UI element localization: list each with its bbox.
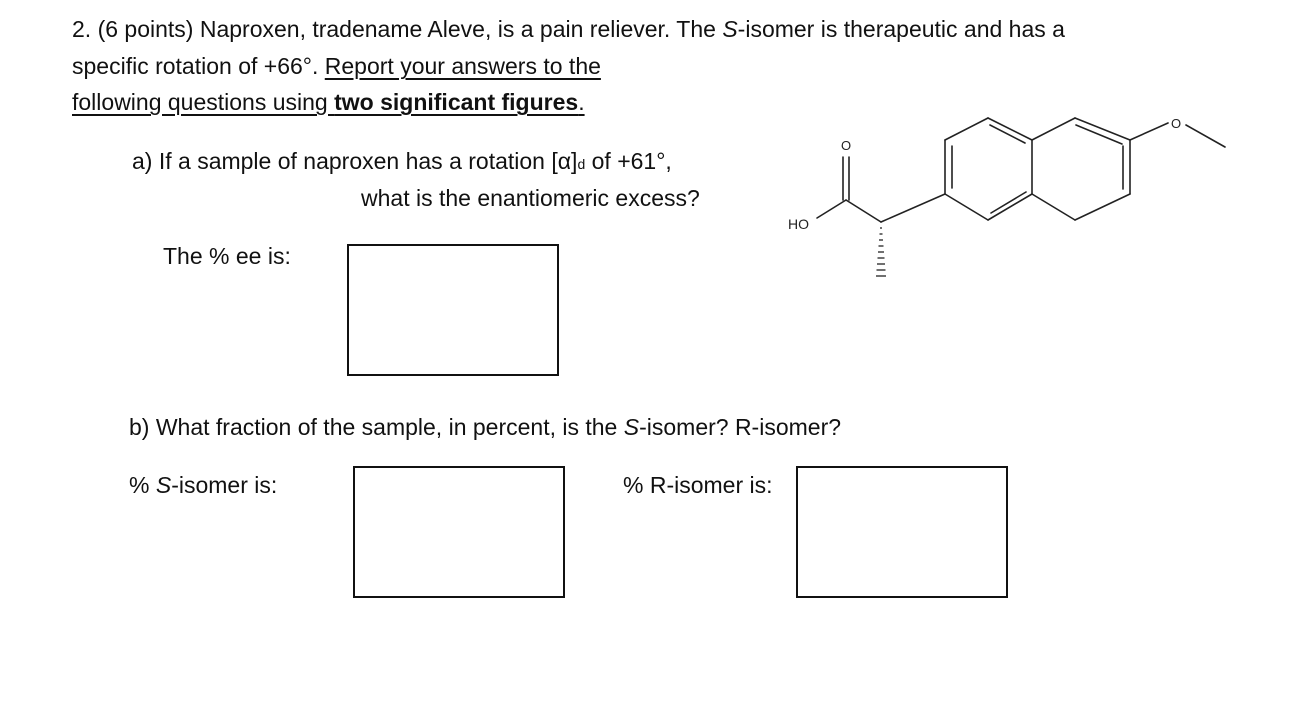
c-o-ether-bond (1130, 123, 1168, 140)
s-isomer-answer-box[interactable] (353, 466, 565, 598)
part-a-question-line-2: what is the enantiomeric excess? (361, 185, 700, 211)
question-line-1: 2. (6 points) Naproxen, tradename Aleve, is a pain reliever. The S-isomer is therapeutic and has a (72, 16, 1065, 42)
s-isomer-label: % S-isomer is: (129, 472, 278, 498)
ee-label: The % ee is: (163, 243, 291, 269)
c-oh-bond (817, 200, 846, 218)
naproxen-structure (770, 100, 1240, 290)
ring-double-bond (991, 192, 1026, 213)
ether-oxygen-label: O (1171, 116, 1182, 131)
hydroxyl-label: HO (788, 216, 809, 232)
part-a-question: a) If a sample of naproxen has a rotation [α]d of +61°, (132, 148, 672, 174)
hashed-wedge-methyl (876, 228, 886, 276)
ring-bond (1032, 194, 1075, 220)
c-c-bond (846, 200, 881, 222)
o-ch3-bond (1186, 125, 1225, 147)
r-isomer-label: % R-isomer is: (623, 472, 773, 498)
ring-bond (988, 118, 1032, 140)
ee-answer-box[interactable] (347, 244, 559, 376)
ring-bond (945, 118, 988, 140)
r-isomer-answer-box[interactable] (796, 466, 1008, 598)
ring-bond (945, 194, 988, 220)
chiral-to-ring-bond (881, 194, 945, 222)
carbonyl-oxygen-label: O (841, 138, 852, 153)
ring-bond (988, 194, 1032, 220)
ring-bond (1075, 194, 1130, 220)
part-b-question: b) What fraction of the sample, in percent, is the S-isomer? R-isomer? (129, 414, 842, 440)
question-line-3: following questions using two significant figures. (72, 89, 585, 115)
question-line-2: specific rotation of +66°. Report your answers to the (72, 53, 601, 79)
ring-bond (1032, 118, 1075, 140)
